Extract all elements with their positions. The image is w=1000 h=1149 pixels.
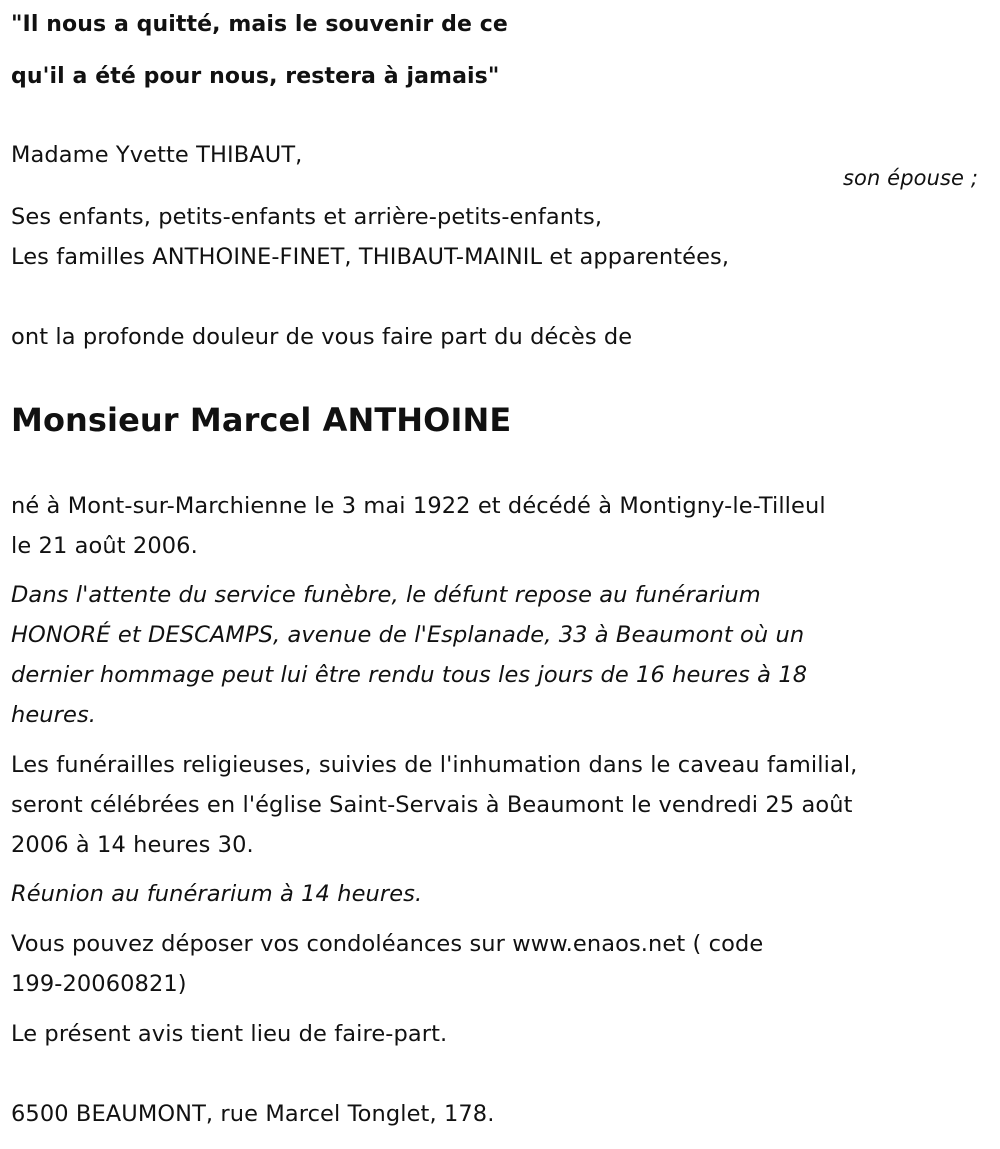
condolences-line: 199-20060821) xyxy=(11,971,187,997)
funeral-line: 2006 à 14 heures 30. xyxy=(11,832,254,858)
quote-line-1: "Il nous a quitté, mais le souvenir de ce xyxy=(11,12,508,37)
funeral-line: seront célébrées en l'église Saint-Servais à Beaumont le vendredi 25 août xyxy=(11,792,853,818)
birth-death-line: né à Mont-sur-Marchienne le 3 mai 1922 et décédé à Montigny-le-Tilleul xyxy=(11,493,826,519)
funeral-line: Les funérailles religieuses, suivies de l'inhumation dans le caveau familial, xyxy=(11,752,858,778)
viewing-line: dernier hommage peut lui être rendu tous les jours de 16 heures à 18 xyxy=(11,662,808,688)
notice-line: Le présent avis tient lieu de faire-part. xyxy=(11,1021,448,1047)
deceased-name: Monsieur Marcel ANTHOINE xyxy=(11,401,512,439)
birth-death-line: le 21 août 2006. xyxy=(11,533,198,559)
viewing-line: heures. xyxy=(11,702,97,728)
condolences-line: Vous pouvez déposer vos condoléances sur www.enaos.net ( code xyxy=(11,931,764,957)
viewing-line: HONORÉ et DESCAMPS, avenue de l'Esplanade, 33 à Beaumont où un xyxy=(11,622,805,648)
families-line: Les familles ANTHOINE-FINET, THIBAUT-MAINIL et apparentées, xyxy=(11,244,730,270)
quote-line-2: qu'il a été pour nous, restera à jamais" xyxy=(11,64,500,89)
announcement: ont la profonde douleur de vous faire part du décès de xyxy=(11,324,633,350)
address-line: 6500 BEAUMONT, rue Marcel Tonglet, 178. xyxy=(11,1101,495,1127)
children-line: Ses enfants, petits-enfants et arrière-petits-enfants, xyxy=(11,204,603,230)
meeting-line: Réunion au funérarium à 14 heures. xyxy=(11,881,423,907)
viewing-line: Dans l'attente du service funèbre, le défunt repose au funérarium xyxy=(11,582,761,608)
spouse-role: son épouse ; xyxy=(843,166,978,190)
spouse-name: Madame Yvette THIBAUT, xyxy=(11,142,303,168)
